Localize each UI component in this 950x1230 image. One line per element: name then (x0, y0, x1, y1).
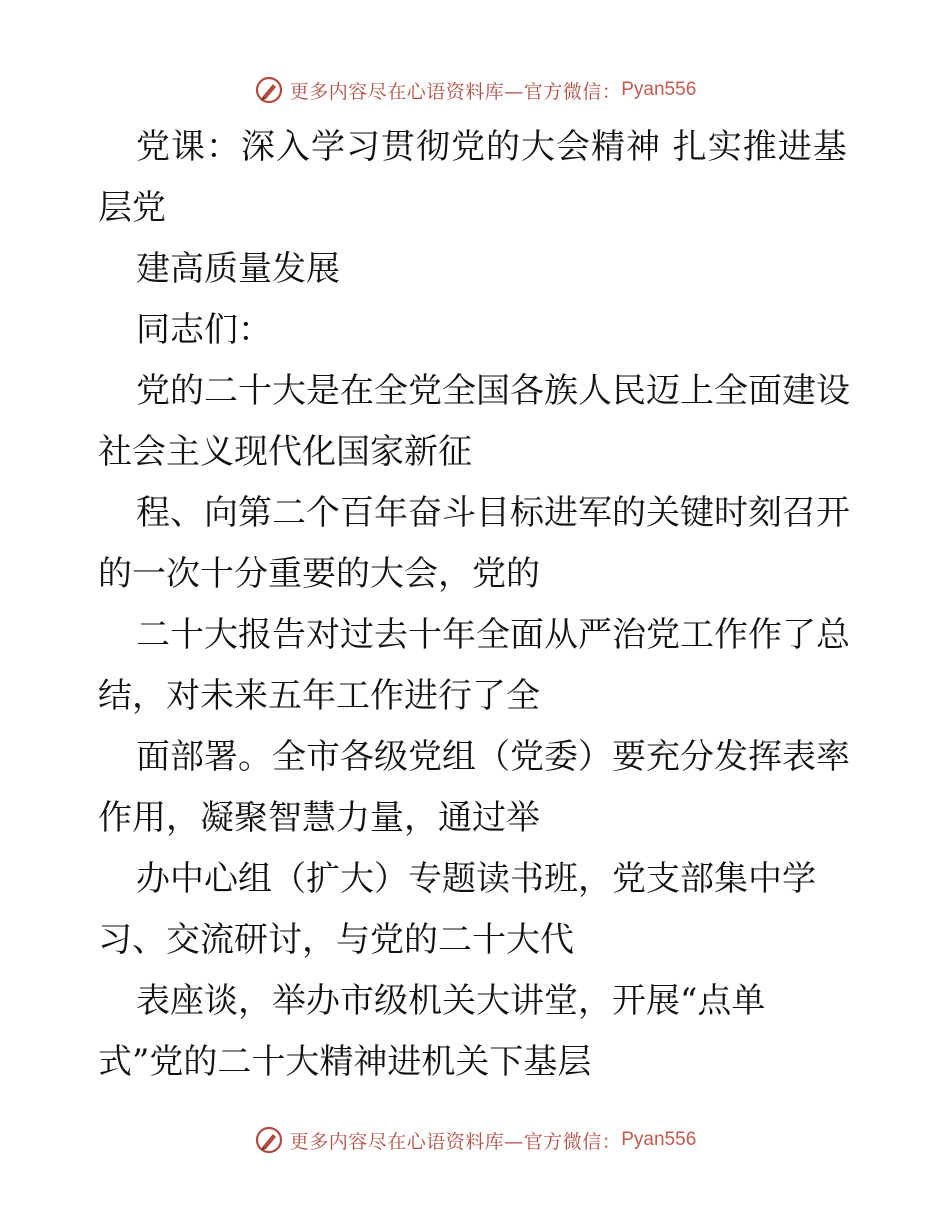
text-line: 面部署。全市各级党组（党委）要充分发挥表率 (136, 737, 850, 777)
text-line: 作用，凝聚智慧力量，通过举 (98, 798, 540, 838)
text-line: 党课：深入学习贯彻党的大会精神 扎实推进基 (136, 127, 848, 167)
text-line: 的一次十分重要的大会，党的 (98, 554, 540, 594)
pen-logo-icon (254, 1125, 284, 1155)
text-line: 建高质量发展 (136, 249, 340, 289)
footer-watermark (0, 1120, 950, 1160)
document-body (98, 117, 858, 1093)
text-line: 表座谈，举办市级机关大讲堂，开展“点单 (136, 981, 766, 1021)
pen-logo-icon (254, 75, 284, 105)
text-line: 办中心组（扩大）专题读书班，党支部集中学 (136, 859, 816, 899)
watermark-wechat-id: Pyan556 (621, 79, 697, 100)
text-line: 同志们： (136, 310, 272, 350)
text-line: 二十大报告对过去十年全面从严治党工作作了总 (136, 615, 850, 655)
header-watermark (0, 70, 950, 110)
text-line: 习、交流研讨，与党的二十大代 (98, 920, 574, 960)
text-line: 式”党的二十大精神进机关下基层 (98, 1042, 592, 1082)
text-line: 层党 (98, 188, 166, 228)
text-line: 结，对未来五年工作进行了全 (98, 676, 540, 716)
text-line: 党的二十大是在全党全国各族人民迈上全面建设 (136, 371, 850, 411)
text-line: 程、向第二个百年奋斗目标进军的关键时刻召开 (136, 493, 850, 533)
watermark-text: 更多内容尽在心语资料库—官方微信： (289, 1130, 622, 1153)
watermark-wechat-id: Pyan556 (621, 1129, 697, 1150)
watermark-text: 更多内容尽在心语资料库—官方微信： (289, 80, 622, 103)
text-line: 社会主义现代化国家新征 (98, 432, 472, 472)
